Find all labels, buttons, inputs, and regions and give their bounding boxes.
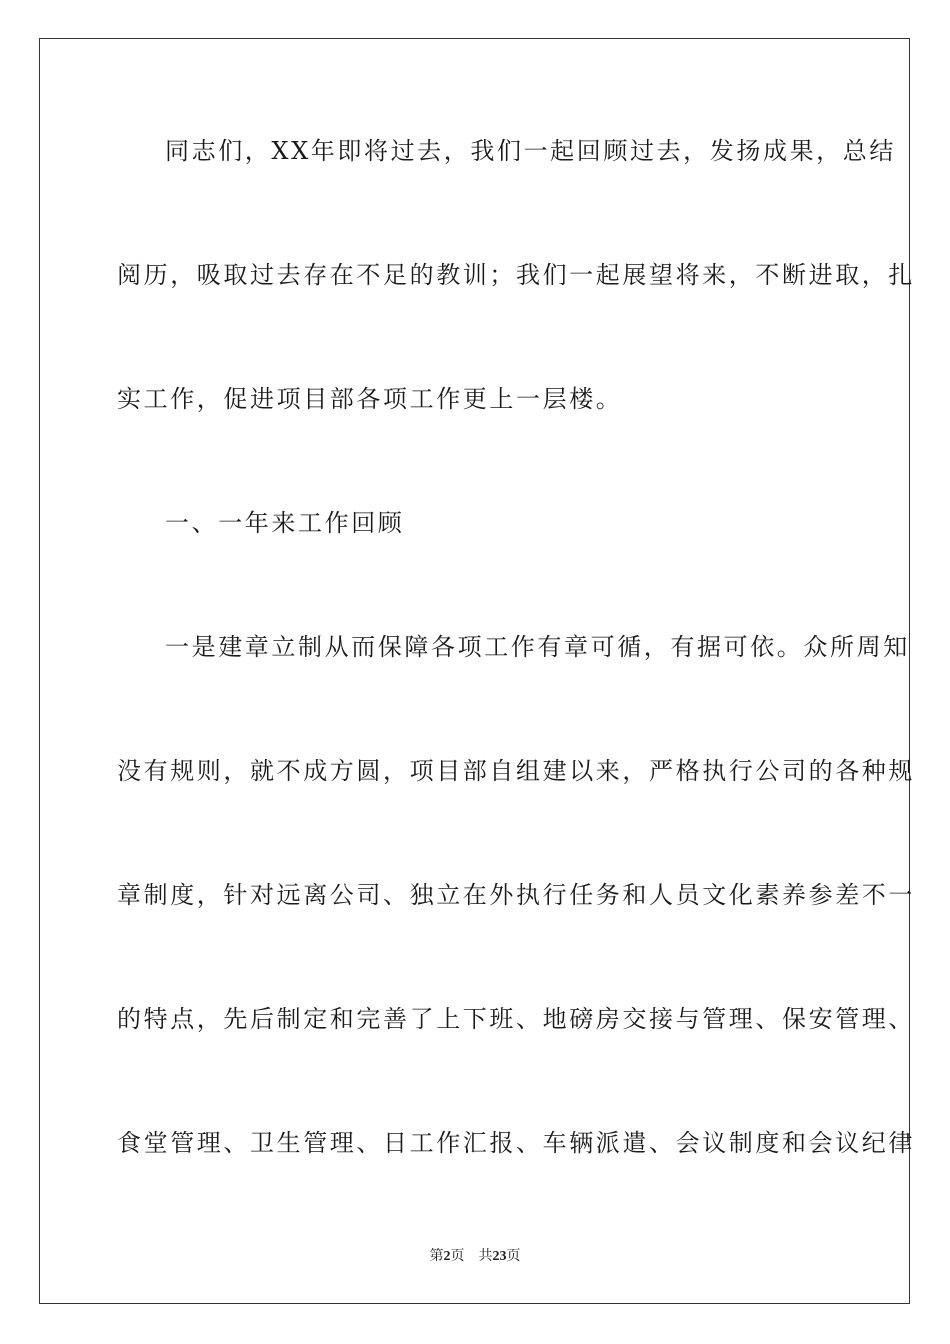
paragraph-line-9: 食堂管理、卫生管理、日工作汇报、车辆派遣、会议制度和会议纪律 [117,1129,915,1157]
page-prefix: 第 [429,1248,444,1264]
paragraph-line-6: 没有规则，就不成方圆，项目部自组建以来，严格执行公司的各种规 [117,757,915,785]
page-number: 2 [443,1249,451,1264]
paragraph-line-8: 的特点，先后制定和完善了上下班、地磅房交接与管理、保安管理、 [117,1005,915,1033]
total-suffix: 页 [506,1248,521,1264]
total-prefix: 共 [478,1248,493,1264]
paragraph-line-1: 同志们，XX年即将过去，我们一起回顾过去，发扬成果，总结 [165,137,896,165]
total-pages: 23 [492,1249,507,1264]
paragraph-line-5: 一是建章立制从而保障各项工作有章可循，有据可依。众所周知 [165,633,910,661]
section-heading: 一、一年来工作回顾 [165,509,405,537]
paragraph-line-2: 阅历，吸取过去存在不足的教训；我们一起展望将来，不断进取，扎 [117,261,915,289]
page-footer [0,1246,950,1267]
paragraph-line-7: 章制度，针对远离公司、独立在外执行任务和人员文化素养参差不一 [117,881,915,909]
page-border [39,38,915,1304]
page-suffix: 页 [450,1248,465,1264]
paragraph-line-3: 实工作，促进项目部各项工作更上一层楼。 [117,385,623,413]
